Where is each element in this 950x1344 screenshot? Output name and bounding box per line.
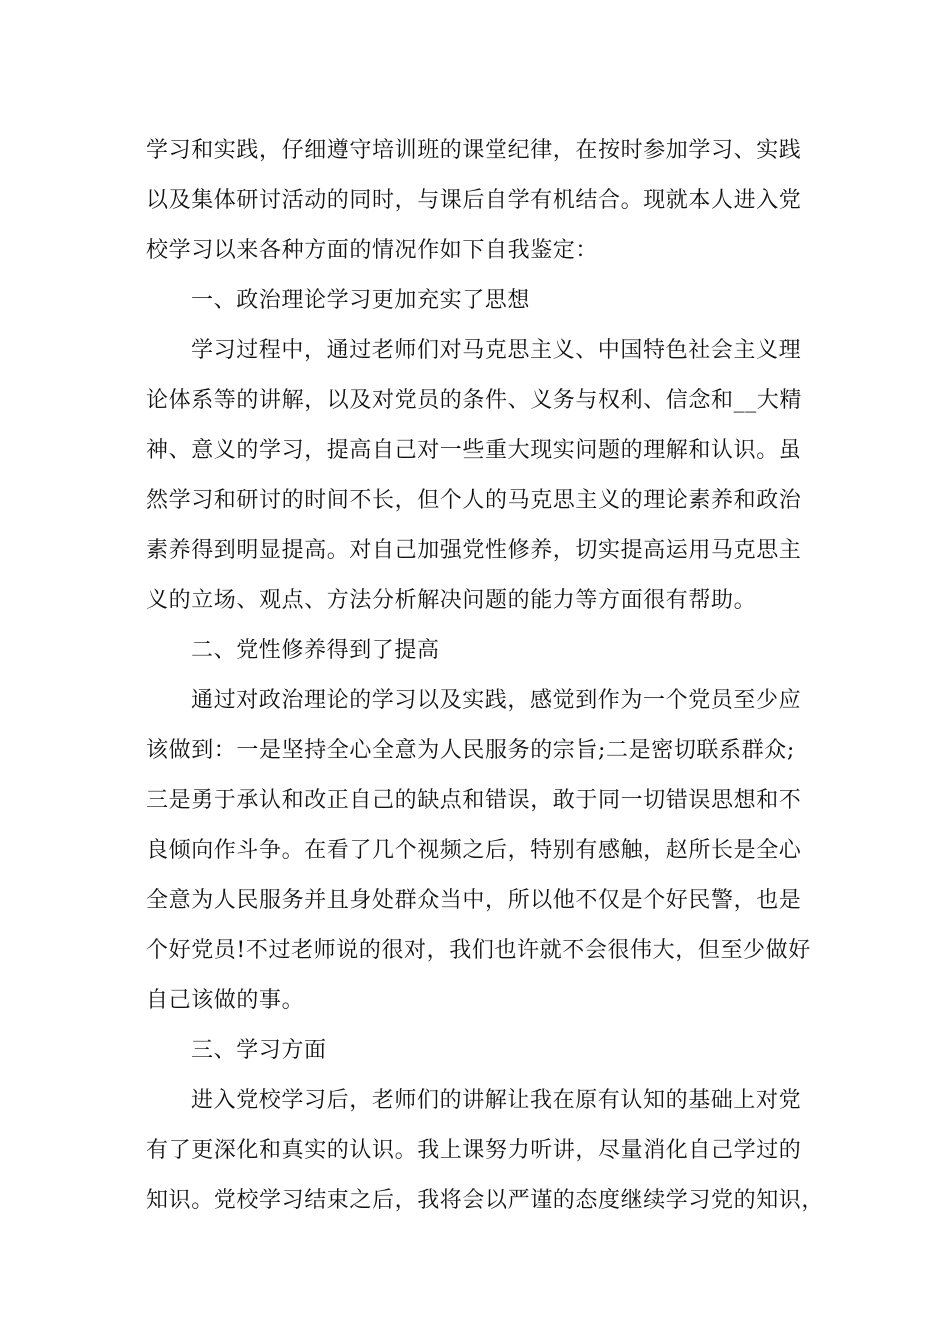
text-line: 三是勇于承认和改正自己的缺点和错误，敢于同一切错误思想和不 bbox=[146, 788, 802, 813]
text-line: 进入党校学习后，老师们的讲解让我在原有认知的基础上对党 bbox=[191, 1088, 802, 1113]
text-line: 有了更深化和真实的认识。我上课努力听讲，尽量消化自己学过的 bbox=[146, 1138, 802, 1163]
text-line: 通过对政治理论的学习以及实践，感觉到作为一个党员至少应 bbox=[191, 688, 802, 713]
text-line: 以及集体研讨活动的同时，与课后自学有机结合。现就本人进入党 bbox=[146, 188, 802, 213]
text-line: 学习和实践，仔细遵守培训班的课堂纪律，在按时参加学习、实践 bbox=[146, 138, 802, 163]
text-line: 论体系等的讲解，以及对党员的条件、义务与权利、信念和__大精 bbox=[146, 388, 803, 413]
text-line: 自己该做的事。 bbox=[146, 988, 305, 1013]
text-line: 良倾向作斗争。在看了几个视频之后，特别有感触，赵所长是全心 bbox=[146, 838, 802, 863]
text-line: 义的立场、观点、方法分析解决问题的能力等方面很有帮助。 bbox=[146, 588, 757, 613]
text-line: 素养得到明显提高。对自己加强党性修养，切实提高运用马克思主 bbox=[146, 538, 802, 563]
text-line: 学习过程中，通过老师们对马克思主义、中国特色社会主义理 bbox=[191, 338, 802, 363]
text-line: 神、意义的学习，提高自己对一些重大现实问题的理解和认识。虽 bbox=[146, 438, 802, 463]
text-line: 个好党员!不过老师说的很对，我们也许就不会很伟大，但至少做好 bbox=[146, 938, 811, 963]
text-line: 知识。党校学习结束之后，我将会以严谨的态度继续学习党的知识， bbox=[146, 1188, 825, 1213]
section-heading-2: 二、党性修养得到了提高 bbox=[191, 638, 440, 663]
text-line: 然学习和研讨的时间不长，但个人的马克思主义的理论素养和政治 bbox=[146, 488, 802, 513]
text-line: 校学习以来各种方面的情况作如下自我鉴定： bbox=[146, 238, 599, 263]
text-line: 全意为人民服务并且身处群众当中，所以他不仅是个好民警，也是 bbox=[146, 888, 802, 913]
section-heading-3: 三、学习方面 bbox=[191, 1038, 327, 1063]
text-line: 该做到：一是坚持全心全意为人民服务的宗旨;二是密切联系群众; bbox=[146, 738, 795, 763]
section-heading-1: 一、政治理论学习更加充实了思想 bbox=[191, 288, 531, 313]
